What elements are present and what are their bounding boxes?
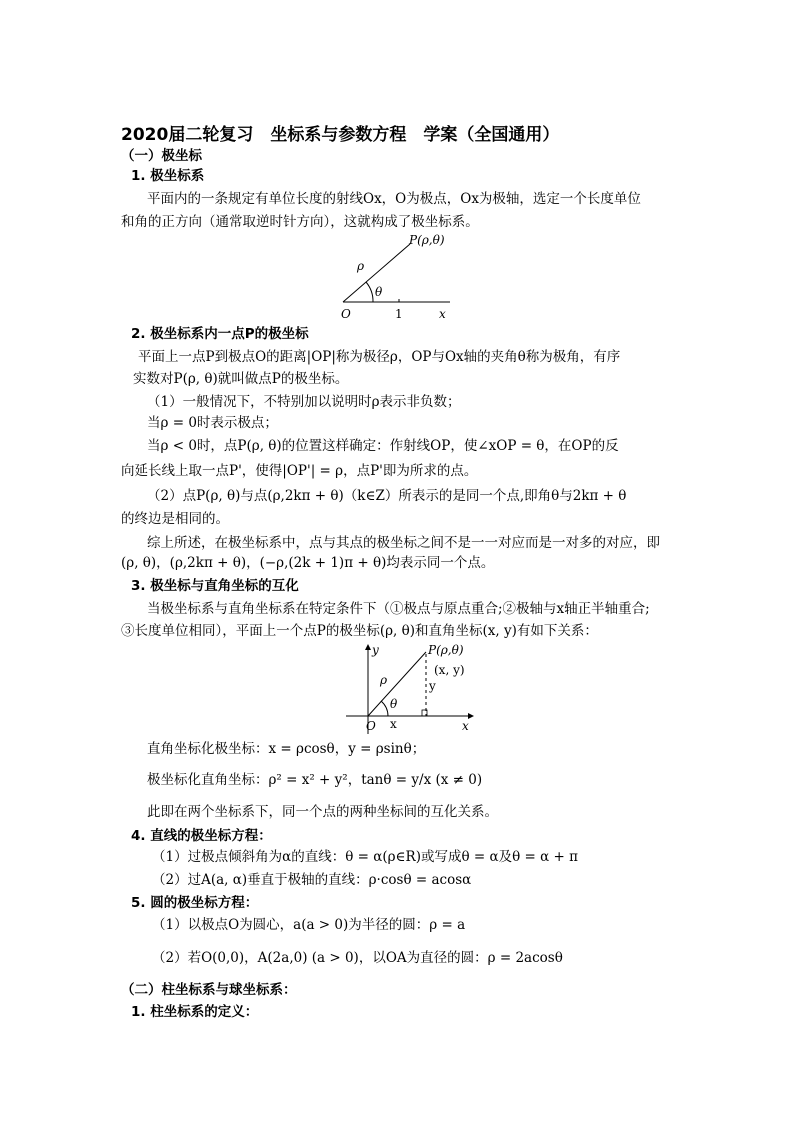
paragraph-line: （1）过极点倾斜角为α的直线：θ = α(ρ∈R)或写成θ = α及θ = α + π — [152, 849, 579, 865]
point-p-label: P(ρ,θ) — [409, 233, 445, 247]
y-axis-label: y — [372, 643, 379, 657]
paragraph-line: （2）若O(0,0)，A(2a,0) (a > 0)，以OA为直径的圆：ρ = 2acosθ — [152, 950, 563, 966]
paragraph-line: （1）以极点O为圆心，a(a > 0)为半径的圆：ρ = a — [152, 917, 466, 933]
subheading-point-coordinates: 2. 极坐标系内一点P的极坐标 — [131, 326, 309, 342]
x-length-label: x — [390, 717, 397, 731]
paragraph-line: (ρ, θ)，(ρ,2kπ + θ)，(−ρ,(2k + 1)π + θ)均表示同一个点。 — [121, 555, 495, 571]
paragraph-line: 实数对P(ρ, θ)就叫做点P的极坐标。 — [133, 371, 349, 387]
rho-label: ρ — [357, 259, 365, 273]
paragraph-line: 向延长线上取一点P'，使得|OP'| = ρ，点P'即为所求的点。 — [121, 463, 478, 479]
subheading-cylindrical-definition: 1. 柱坐标系的定义： — [131, 1004, 259, 1020]
paragraph-line: 和角的正方向（通常取逆时针方向），这就构成了极坐标系。 — [121, 214, 479, 230]
xy-label: (x, y) — [434, 663, 465, 677]
formula-line: 直角坐标化极坐标：x = ρcosθ，y = ρsinθ； — [147, 741, 426, 757]
conversion-diagram — [340, 640, 480, 736]
paragraph-line: 当ρ < 0时，点P(ρ, θ)的位置这样确定：作射线OP，使∠xOP = θ，在OP的反 — [147, 438, 619, 454]
subheading-conversion: 3. 极坐标与直角坐标的互化 — [131, 578, 299, 594]
x-axis-label: x — [462, 719, 469, 733]
y-length-label: y — [429, 679, 436, 693]
rho-label: ρ — [380, 673, 388, 687]
subheading-polar-system: 1. 极坐标系 — [131, 168, 205, 184]
angle-arc — [366, 282, 373, 302]
page-title: 2020届二轮复习 坐标系与参数方程 学案（全国通用） — [121, 125, 560, 145]
subheading-line-equation: 4. 直线的极坐标方程： — [131, 828, 272, 844]
paragraph-line: 平面内的一条规定有单位长度的射线Ox，O为极点，Ox为极轴，选定一个长度单位 — [147, 191, 641, 207]
subheading-circle-equation: 5. 圆的极坐标方程： — [131, 895, 259, 911]
unit-label: 1 — [395, 307, 403, 321]
paragraph-line: 当极坐标系与直角坐标系在特定条件下（①极点与原点重合;②极轴与x轴正半轴重合; — [147, 601, 650, 617]
paragraph-line: ③长度单位相同），平面上一个点P的极坐标(ρ, θ)和直角坐标(x, y)有如下关系： — [121, 623, 598, 639]
section-heading-polar: （一）极坐标 — [121, 148, 202, 164]
theta-label: θ — [375, 285, 383, 299]
paragraph-line: 此即在两个坐标系下，同一个点的两种坐标间的互化关系。 — [147, 804, 498, 820]
paragraph-line: （2）过A(a, α)垂直于极轴的直线：ρ·cosθ = acosα — [152, 872, 472, 888]
formula-line: 极坐标化直角坐标：ρ² = x² + y²，tanθ = y/x (x ≠ 0) — [147, 772, 483, 788]
polar-diagram — [335, 232, 465, 324]
origin-label: O — [341, 307, 351, 321]
paragraph-line: （2）点P(ρ, θ)与点(ρ,2kπ + θ)（k∈Z）所表示的是同一个点,即角θ与2kπ + θ — [147, 488, 627, 504]
x-axis-label: x — [439, 307, 446, 321]
origin-label: O — [366, 719, 376, 733]
section-heading-cylindrical: （二）柱坐标系与球坐标系： — [121, 982, 297, 998]
paragraph-line: 的终边是相同的。 — [121, 511, 229, 527]
y-axis-arrow — [365, 644, 371, 650]
paragraph-line: 当ρ = 0时表示极点； — [147, 415, 278, 431]
x-axis-arrow — [468, 713, 474, 719]
paragraph-line: 综上所述，在极坐标系中，点与其点的极坐标之间不是一一对应而是一对多的对应，即 — [147, 535, 660, 551]
angle-arc — [381, 701, 388, 716]
point-p-label: P(ρ,θ) — [428, 643, 464, 657]
paragraph-line: 平面上一点P到极点O的距离|OP|称为极径ρ，OP与Ox轴的夹角θ称为极角，有序 — [138, 349, 621, 365]
theta-label: θ — [390, 697, 398, 711]
paragraph-line: （1）一般情况下，不特别加以说明时ρ表示非负数； — [147, 394, 461, 410]
